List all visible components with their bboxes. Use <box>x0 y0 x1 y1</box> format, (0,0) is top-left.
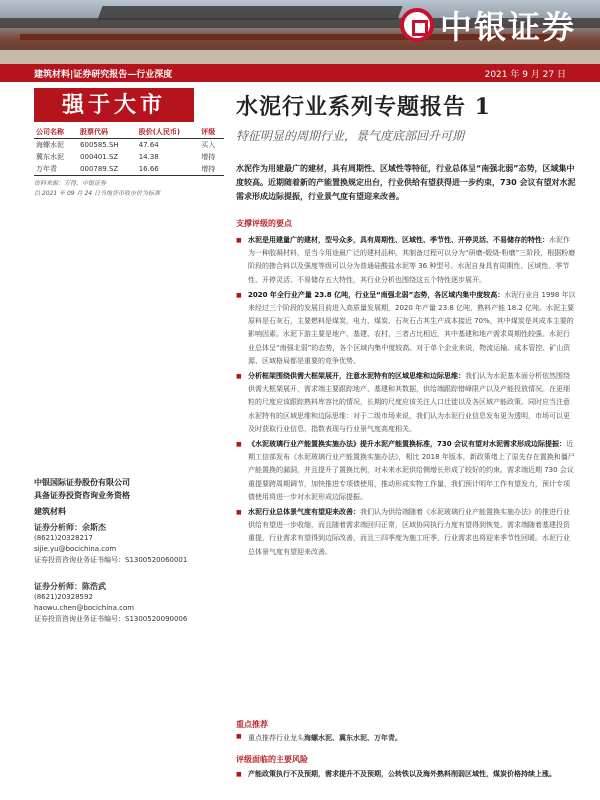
col-company: 公司名称 <box>34 126 78 139</box>
lead-summary: 水泥作为用建最广的建材，具有周期性、区域性等特征，行业总体呈“南强北弱”态势，区域集中度较高。近期随着新的产能置换规定出台，行业供给有望获得进一步约束，730 会议有望对水泥需求形成边际提振，行业景气度有望迎来改善。 <box>236 164 576 201</box>
bank-of-china-logo-icon <box>400 8 434 42</box>
analyst-phone: (8621)20328217 <box>34 534 93 542</box>
table-price-note: 以 2021 年 09 月 24 日当地货币收市价为标准 <box>34 190 160 197</box>
banner-steps <box>0 50 600 64</box>
cell-code: 600585.SH <box>80 141 119 149</box>
analyst-certificate: 证券投资咨询业务证书编号：S1300520090006 <box>34 615 188 623</box>
industry-label: 建筑材料 <box>34 507 66 516</box>
rating-points-list <box>236 234 576 561</box>
analyst-card <box>34 581 187 625</box>
section-heading-risks: 评级面临的主要风险 <box>236 755 308 764</box>
section-heading-picks: 重点推荐 <box>236 720 268 729</box>
analyst-name: 证券分析师：余斯杰 <box>34 523 106 532</box>
cell-company: 万年青 <box>34 163 78 176</box>
cell-rating: 增持 <box>199 163 224 176</box>
report-category: 建筑材料|证券研究报告—行业深度 <box>34 70 173 80</box>
table-row <box>34 151 224 163</box>
picks-intro: 重点推荐行业龙头 <box>248 734 304 742</box>
analyst-email[interactable]: haowu.chen@bocichina.com <box>34 604 135 612</box>
picks-names: 海螺水泥、冀东水泥、万年青。 <box>304 734 402 742</box>
analyst-phone: (8621)20328592 <box>34 593 93 601</box>
industry-rating: 强于大市 <box>34 88 194 122</box>
bullet-text: 近期工信部发布《水泥玻璃行业产能置换实施办法》，相比 2018 年版本，新政策堵上了原先存在置换和僵尸产能置换的漏洞，并且提升了置换比例，对未来水泥供给侧增长形成了较好的约束。需求端近期 730 会议重提要跨周期调节，加快推进专项债使用，推动形成实物工作量，我们预计明年工作有望发力，预计专项债使用将进一步对水泥形成边际提振。 <box>248 440 575 501</box>
col-rating: 评级 <box>199 126 224 139</box>
bullet-lead: 分析框架围绕供需大框架展开，注意水泥特有的区域思维和边际思维： <box>248 372 465 381</box>
cell-rating: 增持 <box>201 153 216 161</box>
bullet-text: 水泥作为一种胶凝材料，是当今用途最广泛的建材品种。其制备过程可以分为“研磨-煅烧-粉磨”三阶段，根据粉磨阶段的掺合料以及强度等级可以分为普通硅酸盐水泥等 36 种型号。水泥自身具有周期性、区域性、季节性、开停灵活、不易储存五大特性，其行业分析也围绕这五个特性逐步展开。 <box>248 236 576 284</box>
table-row <box>34 163 224 176</box>
company-info <box>34 476 130 502</box>
analyst-email[interactable]: sijie.yu@bocichina.com <box>34 545 117 553</box>
bullet-lead: 水泥行业总体景气度有望迎来改善： <box>248 508 360 517</box>
risk-text: ■ 产能政策执行不及预期，需求提升不及预期，公转铁以及海外熟料削弱区域性，煤炭价格持续上涨。 <box>236 768 576 781</box>
brand-name: 中银证券 <box>440 8 577 46</box>
report-date: 2021 年 9 月 27 日 <box>484 70 566 80</box>
company-qualification: 具备证券投资咨询业务资格 <box>34 491 130 500</box>
cell-company: 冀东水泥 <box>36 153 64 161</box>
recommended-picks <box>236 733 576 743</box>
analyst-card <box>34 522 187 566</box>
col-price: 股价(人民币) <box>137 126 199 139</box>
cell-rating: 买入 <box>201 141 216 149</box>
list-item <box>236 438 576 504</box>
header-banner <box>0 0 600 64</box>
table-row <box>34 139 224 152</box>
bullet-lead: 2020 年全行业产量 23.8 亿吨，行业呈“南强北弱”态势，各区域内集中度较高： <box>248 290 505 299</box>
cell-code: 000789.SZ <box>78 163 137 176</box>
company-name: 中银国际证券股份有限公司 <box>34 478 130 487</box>
analyst-certificate: 证券投资咨询业务证书编号：S1300520060001 <box>34 556 188 564</box>
bullet-lead: 《水泥玻璃行业产能置换实施办法》提升水泥产能置换标准，730 会议有望对水泥需求形成边际提振： <box>248 440 567 449</box>
table-source-note: 资料来源：万得，中银证券 <box>34 180 107 187</box>
table-header-row <box>34 126 224 139</box>
bullet-lead: 水泥是用建量广的建材，型号众多，具有周期性、区域性、季节性、开停灵活、不易储存的特性： <box>248 236 549 244</box>
cell-price: 16.66 <box>137 163 199 176</box>
list-item <box>236 289 576 368</box>
section-heading-rating-points: 支撑评级的要点 <box>236 219 292 228</box>
cell-price: 47.64 <box>138 141 159 149</box>
analyst-name: 证券分析师：陈浩武 <box>34 582 106 591</box>
report-title: 水泥行业系列专题报告 1 <box>236 94 491 120</box>
cell-code: 000401.SZ <box>80 153 119 161</box>
stock-rating-table <box>34 126 224 176</box>
list-item <box>236 370 576 436</box>
cell-company: 海螺水泥 <box>36 141 64 149</box>
list-item <box>236 234 576 287</box>
list-item <box>236 506 576 559</box>
cell-price: 14.38 <box>138 153 159 161</box>
report-category-bar <box>0 64 600 82</box>
report-subtitle: 特征明显的周期行业，景气度底部回升可期 <box>236 129 465 143</box>
bullet-text: 我们认为供给端随着《水泥玻璃行业产能置换实施办法》的推进行业供给有望进一步收缩，而且随着需求端回归正常，区域协同执行力度有望得到恢复。需求端随着基建投资重提，行业需求有望得到边际改善，而且三四季度为施工旺季，行业需求也将迎来季节性回暖。水泥行业总体景气度有望迎来改善。 <box>248 508 570 556</box>
bullet-text: 水泥行业自 1998 年以来经过三个阶段的发展目前进入高质量发展期，2020 年产量 23.8 亿吨，熟料产能 18.2 亿吨。水泥主要原料是石灰石，主要燃料是煤炭，电力、煤炭、石灰石占其生产成本接近 70%，其中煤炭是其成本主要的影响因素。水泥下游主要是地产、基建、农村，三者占比相近，其中基建和地产需求周期性较强。水泥行业总体呈“南强北弱”的态势，各个区域内集中度较高。对于单个企业来说，物流运输、成本管控、矿山资源、区域格局都是重要的竞争优势。 <box>248 290 576 365</box>
col-code: 股票代码 <box>78 126 137 139</box>
bullet-text: 我们认为水泥基本面分析依然围绕供需大框架展开，需求端主要跟踪地产、基建和其数据，供给端跟踪错峰限产以及产能投放情况。在更细粒的尺度应该跟踪熟料库容比的情况，长期的尺度应该关注人口迁徙以及各区域产能政策。同时应当注意水泥特有的区域思维和边际思维：对于二级市场来说，我们认为水泥行业信息发布更为透明，市场可以更及时获取行业信息，指数表现与行业景气度高度相关。 <box>248 372 570 433</box>
